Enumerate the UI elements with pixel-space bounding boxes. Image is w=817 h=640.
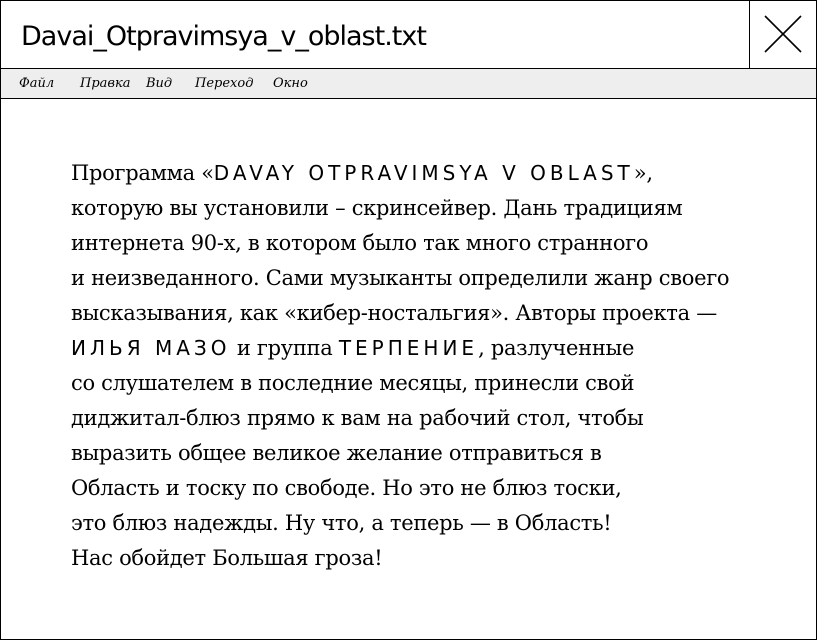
project-name: DAVAY OTPRAVIMSYA V OBLAST (213, 161, 634, 185)
text-line: и неизведанного. Сами музыканты определили жанр своего (71, 266, 730, 290)
artist-name: ИЛЬЯ МАЗО (71, 336, 231, 360)
menu-bar (1, 69, 816, 99)
text-line: Нас обойдет Большая гроза! (71, 546, 383, 570)
text-line: диджитал-блюз прямо к вам на рабочий стол, чтобы (71, 406, 644, 430)
text-line: со слушателем в последние месяцы, принесли свой (71, 371, 635, 395)
close-icon (764, 15, 802, 53)
menu-file[interactable]: Файл (19, 76, 55, 91)
window-title: Davai_Otpravimsya_v_oblast.txt (21, 21, 426, 52)
text-line: которую вы установили – скринсейвер. Дань традициям (71, 196, 683, 220)
menu-edit[interactable]: Правка (80, 76, 131, 91)
text-line: Программа «DAVAY OTPRAVIMSYA V OBLAST», (71, 161, 653, 185)
band-name: ТЕРПЕНИЕ (338, 336, 479, 360)
text-line: ИЛЬЯ МАЗО и группа ТЕРПЕНИЕ, разлученные (71, 336, 635, 360)
menu-view[interactable]: Вид (146, 76, 173, 91)
title-bar (1, 1, 816, 69)
text-line: это блюз надежды. Ну что, а теперь — в Область! (71, 511, 612, 535)
text-line: высказывания, как «кибер-ностальгия». Авторы проекта — (71, 301, 717, 325)
menu-go[interactable]: Переход (195, 76, 254, 91)
text-line: интернета 90-х, в котором было так много странного (71, 231, 649, 255)
close-button[interactable] (749, 1, 816, 68)
document-text (71, 156, 811, 576)
text-line: Область и тоску по свободе. Но это не блюз тоски, (71, 476, 622, 500)
menu-window[interactable]: Окно (273, 76, 308, 91)
text-line: выразить общее великое желание отправиться в (71, 441, 602, 465)
